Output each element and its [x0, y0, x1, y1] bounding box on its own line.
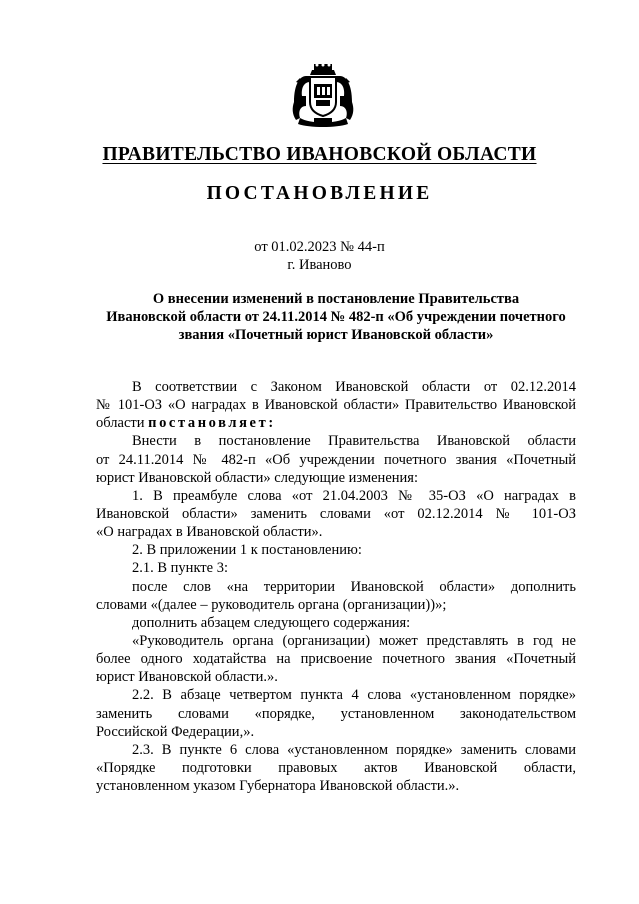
document-type-title: ПОСТАНОВЛЕНИЕ — [206, 183, 433, 204]
date-number-line: от 01.02.2023 № 44-п — [254, 239, 385, 255]
body-line: В соответствии с Законом Ивановской области от 02.12.2014 — [132, 379, 576, 395]
document-body — [96, 378, 576, 795]
resolves-word: постановляет: — [148, 415, 276, 432]
body-line: более одного ходатайства на присвоение почетного звания «Почетный — [96, 651, 576, 668]
body-line: 1. В преамбуле слова «от 21.04.2003 № 35-ОЗ «О наградах в — [132, 487, 576, 504]
body-line: Внести в постановление Правительства Ивановской области — [132, 433, 576, 450]
body-line: «Руководитель органа (организации) может представлять в год не — [132, 632, 576, 649]
body-text: области — [96, 415, 145, 432]
body-line: № 101-ОЗ «О наградах в Ивановской области» Правительство Ивановской — [96, 397, 576, 414]
body-line: 2.3. В пункте 6 слова «установленном порядке» заменить словами — [132, 741, 576, 758]
body-line: «Порядке подготовки правовых актов Ивановской области, — [96, 759, 576, 776]
body-line: от 24.11.2014 № 482-п «Об учреждении почетного звания «Почетный — [96, 451, 576, 468]
body-line — [96, 414, 576, 432]
subject-line: звания «Почетный юрист Ивановской области» — [178, 327, 494, 343]
body-line: Ивановской области» заменить словами «от 02.12.2014 № 101-ОЗ — [96, 505, 576, 522]
body-line: «О наградах в Ивановской области». — [96, 524, 323, 541]
body-line: Российской Федерации,». — [96, 723, 255, 740]
body-line: заменить словами «порядке, установленном законодательством — [96, 705, 576, 722]
body-line: 2. В приложении 1 к постановлению: — [132, 542, 362, 559]
body-line: после слов «на территории Ивановской области» дополнить — [132, 578, 576, 595]
body-line: 2.1. В пункте 3: — [132, 560, 228, 577]
body-line: словами «(далее – руководитель органа (организации))»; — [96, 596, 447, 613]
body-line: юрист Ивановской области» следующие изменения: — [96, 469, 418, 486]
subject-line: Ивановской области от 24.11.2014 № 482-п «Об учреждении почетного — [106, 309, 566, 325]
document-subject — [96, 290, 576, 344]
body-line: юрист Ивановской области.». — [96, 669, 278, 686]
city-line: г. Иваново — [287, 257, 352, 273]
government-title: ПРАВИТЕЛЬСТВО ИВАНОВСКОЙ ОБЛАСТИ — [102, 144, 537, 165]
body-line: дополнить абзацем следующего содержания: — [132, 614, 411, 631]
body-line: установленном указом Губернатора Ивановской области.». — [96, 778, 460, 795]
body-line: 2.2. В абзаце четвертом пункта 4 слова «установленном порядке» — [132, 687, 576, 704]
subject-line: О внесении изменений в постановление Правительства — [152, 291, 520, 307]
coat-of-arms-icon — [292, 62, 354, 128]
